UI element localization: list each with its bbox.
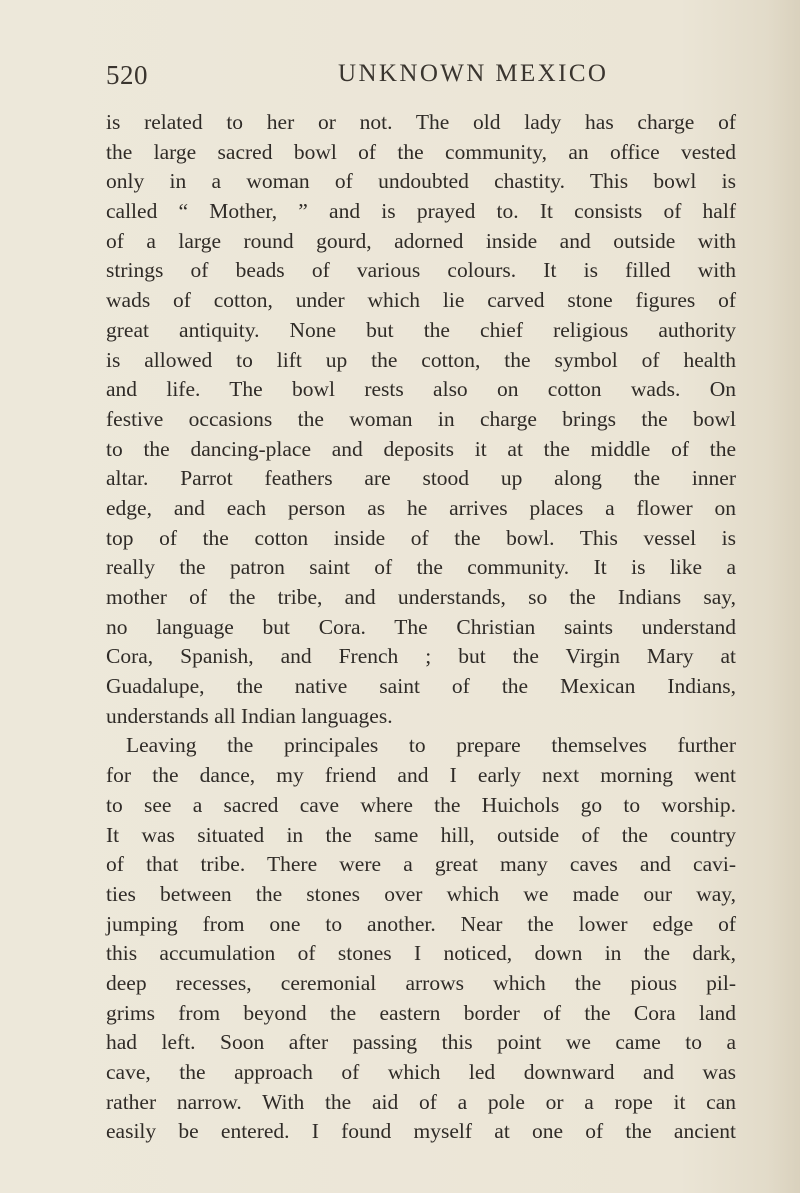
text-line: It was situated in the same hill, outside of the country xyxy=(106,822,736,847)
text-line: only in a woman of undoubted chastity. This bowl is xyxy=(106,169,736,194)
text-line: is allowed to lift up the cotton, the symbol of health xyxy=(106,347,736,372)
text-line: the large sacred bowl of the community, an office vested xyxy=(106,139,736,164)
text-line: really the patron saint of the community. It is like a xyxy=(106,555,736,580)
text-line: had left. Soon after passing this point we came to a xyxy=(106,1030,736,1055)
page-header xyxy=(106,60,726,96)
text-line: Guadalupe, the native saint of the Mexican Indians, xyxy=(106,674,736,699)
text-line: great antiquity. None but the chief religious authority xyxy=(106,317,736,342)
text-line: jumping from one to another. Near the lower edge of xyxy=(106,911,736,936)
text-line: to the dancing-place and deposits it at the middle of the xyxy=(106,436,736,461)
text-line: festive occasions the woman in charge brings the bowl xyxy=(106,406,736,431)
text-line: understands all Indian languages. xyxy=(106,703,393,728)
text-line: wads of cotton, under which lie carved stone figures of xyxy=(106,288,736,313)
page-number: 520 xyxy=(106,60,148,90)
text-line: grims from beyond the eastern border of the Cora land xyxy=(106,1000,736,1025)
text-line: rather narrow. With the aid of a pole or a rope it can xyxy=(106,1089,736,1114)
text-line: to see a sacred cave where the Huichols go to worship. xyxy=(106,792,736,817)
text-line: and life. The bowl rests also on cotton wads. On xyxy=(106,377,736,402)
text-line: of a large round gourd, adorned inside and outside with xyxy=(106,228,736,253)
text-line: strings of beads of various colours. It is filled with xyxy=(106,258,736,283)
text-line: for the dance, my friend and I early next morning went xyxy=(106,763,736,788)
text-line: altar. Parrot feathers are stood up along the inner xyxy=(106,466,736,491)
text-line: deep recesses, ceremonial arrows which the pious pil- xyxy=(106,970,736,995)
text-line: of that tribe. There were a great many caves and cavi- xyxy=(106,852,736,877)
body-text xyxy=(106,108,736,1147)
text-line: mother of the tribe, and understands, so the Indians say, xyxy=(106,585,736,609)
text-line: called “ Mother, ” and is prayed to. It consists of half xyxy=(106,199,736,224)
text-line: edge, and each person as he arrives places a flower on xyxy=(106,495,736,520)
text-line: cave, the approach of which led downward and was xyxy=(106,1060,736,1084)
text-line: this accumulation of stones I noticed, down in the dark, xyxy=(106,941,736,966)
text-line: ties between the stones over which we made our way, xyxy=(106,881,736,906)
text-line: no language but Cora. The Christian saints understand xyxy=(106,614,736,639)
paragraph-start-line: Leaving the principales to prepare themselves further xyxy=(126,733,736,758)
text-line: Cora, Spanish, and French ; but the Virgin Mary at xyxy=(106,644,736,669)
running-head: UNKNOWN MEXICO xyxy=(338,60,609,87)
text-line: is related to her or not. The old lady has charge of xyxy=(106,110,736,134)
text-line: top of the cotton inside of the bowl. This vessel is xyxy=(106,525,736,550)
text-line: easily be entered. I found myself at one of the ancient xyxy=(106,1119,736,1144)
